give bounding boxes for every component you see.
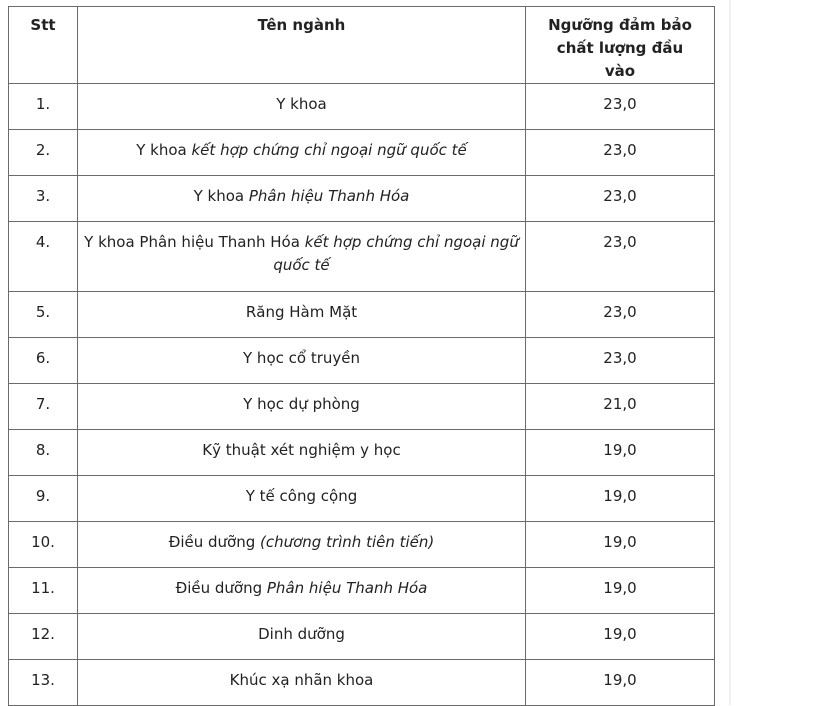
table-row [9, 84, 715, 130]
major-name-italic: kết hợp chứng chỉ ngoại ngữ quốc tế [273, 233, 519, 274]
row-major-name [78, 84, 526, 130]
major-name-italic: kết hợp chứng chỉ ngoại ngữ quốc tế [191, 141, 467, 159]
table-row [9, 338, 715, 384]
row-threshold-value: 23,0 [526, 130, 715, 176]
row-threshold-value: 23,0 [526, 84, 715, 130]
row-stt: 10. [9, 522, 78, 568]
major-name-text: Điều dưỡng [175, 579, 267, 597]
row-major-name [78, 476, 526, 522]
major-name-italic: Phân hiệu Thanh Hóa [248, 187, 410, 205]
row-major-name [78, 176, 526, 222]
row-stt: 9. [9, 476, 78, 522]
table-row [9, 292, 715, 338]
row-major-name [78, 522, 526, 568]
major-name-text: Y khoa Phân hiệu Thanh Hóa [84, 233, 305, 251]
row-stt: 6. [9, 338, 78, 384]
row-stt: 8. [9, 430, 78, 476]
table-row [9, 430, 715, 476]
table-row [9, 222, 715, 292]
row-stt: 3. [9, 176, 78, 222]
row-major-name [78, 222, 526, 292]
major-name-text: Dinh dưỡng [258, 625, 345, 643]
table-row [9, 614, 715, 660]
row-stt: 5. [9, 292, 78, 338]
header-stt: Stt [9, 7, 78, 84]
row-major-name [78, 660, 526, 706]
row-major-name [78, 292, 526, 338]
row-stt: 2. [9, 130, 78, 176]
row-threshold-value: 19,0 [526, 522, 715, 568]
table-row [9, 660, 715, 706]
table-row [9, 130, 715, 176]
admission-threshold-table [8, 6, 715, 706]
row-threshold-value: 19,0 [526, 614, 715, 660]
major-name-italic: Phân hiệu Thanh Hóa [266, 579, 428, 597]
row-threshold-value: 23,0 [526, 292, 715, 338]
header-threshold-text: Ngưỡng đảm bảo chất lượng đầu vào [548, 16, 692, 80]
header-threshold [526, 7, 715, 84]
major-name-text: Y học dự phòng [243, 395, 360, 413]
major-name-text: Y tế công cộng [245, 487, 358, 505]
major-name-text: Y học cổ truyền [243, 349, 360, 367]
row-major-name [78, 430, 526, 476]
major-name-text: Điều dưỡng [168, 533, 260, 551]
row-major-name [78, 614, 526, 660]
row-stt: 4. [9, 222, 78, 292]
major-name-text: Y khoa [136, 141, 192, 159]
page-edge-divider [729, 0, 731, 705]
table-row [9, 476, 715, 522]
row-threshold-value: 19,0 [526, 430, 715, 476]
major-name-italic: (chương trình tiên tiến) [260, 533, 435, 551]
row-threshold-value: 19,0 [526, 568, 715, 614]
row-major-name [78, 568, 526, 614]
table-row [9, 384, 715, 430]
row-threshold-value: 19,0 [526, 660, 715, 706]
row-threshold-value: 21,0 [526, 384, 715, 430]
row-stt: 1. [9, 84, 78, 130]
row-major-name [78, 130, 526, 176]
row-threshold-value: 23,0 [526, 338, 715, 384]
row-threshold-value: 19,0 [526, 476, 715, 522]
row-major-name [78, 338, 526, 384]
row-stt: 13. [9, 660, 78, 706]
row-threshold-value: 23,0 [526, 176, 715, 222]
major-name-text: Kỹ thuật xét nghiệm y học [202, 441, 401, 459]
major-name-text: Y khoa [193, 187, 249, 205]
header-major-name: Tên ngành [78, 7, 526, 84]
table-row [9, 176, 715, 222]
row-threshold-value: 23,0 [526, 222, 715, 292]
table-row [9, 568, 715, 614]
row-stt: 12. [9, 614, 78, 660]
row-major-name [78, 384, 526, 430]
row-stt: 7. [9, 384, 78, 430]
table-row [9, 522, 715, 568]
major-name-text: Khúc xạ nhãn khoa [229, 671, 374, 689]
major-name-text: Y khoa [276, 95, 327, 113]
major-name-text: Răng Hàm Mặt [245, 303, 358, 321]
table-header-row [9, 7, 715, 84]
row-stt: 11. [9, 568, 78, 614]
